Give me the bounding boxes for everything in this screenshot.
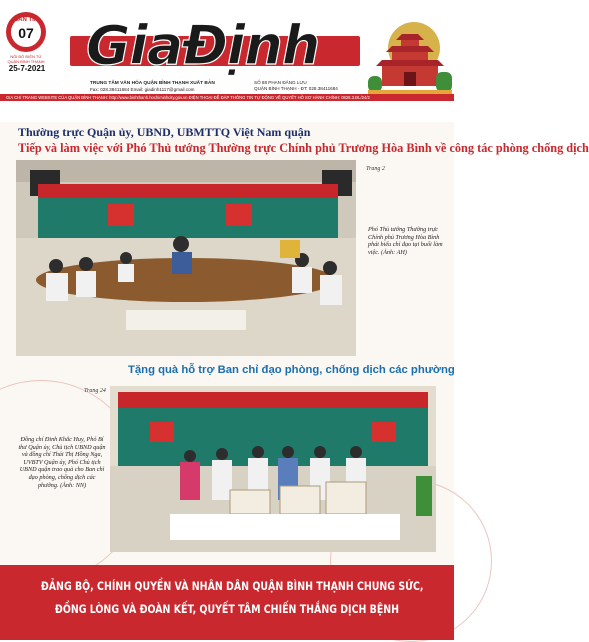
gift-scene (110, 386, 436, 552)
article2-page-ref: Trang 24 (84, 388, 106, 394)
pagoda-illustration (368, 10, 452, 100)
publisher-name: TRUNG TÂM VĂN HÓA QUẬN BÌNH THẠNH XUẤT BẢN (90, 81, 215, 86)
article1-headline: Tiếp và làm việc với Phó Thủ tướng Thường trực Chính phủ Trương Hòa Bình về công tác phòng chống dịch (18, 141, 589, 155)
article1-caption: Phó Thủ tướng Thường trực Chính phủ Trương Hòa Bình phát biểu chỉ đạo tại buổi làm việc. (Ảnh: AH) (368, 226, 443, 256)
article2-photo (110, 386, 436, 552)
publisher-contact: Fax: 028.38411684 Email: giadinh1117@gmail.com (90, 87, 195, 92)
gia-dinh-logo (52, 14, 367, 78)
masthead (0, 0, 454, 122)
logo-wordmark: GiaĐịnh (86, 14, 320, 77)
address-line-1: SỐ 88 PHAN ĐĂNG LƯU (254, 80, 307, 85)
meeting-scene (16, 160, 356, 356)
issue-number: 07 (18, 25, 34, 41)
address-info (254, 80, 338, 92)
article1-kicker: Thường trực Quận ủy, UBND, UBMTTQ Việt Nam quận (18, 125, 311, 139)
address-line-2: QUẬN BÌNH THẠNH - ĐT: 028.38411684 (254, 86, 338, 91)
publisher-info (90, 80, 215, 93)
article2-caption: Đồng chí Đinh Khắc Huy, Phó Bí thư Quận ủy, Chủ tịch UBND quận và đồng chí Thái Thị Hồng Nga, UVBTV Quận ủy, Phó Chủ tịch UBND quận trao quà cho Ban chỉ đạo phòng, chống dịch các phường. (Ảnh: NN) (18, 436, 106, 489)
article2-headline: Tặng quà hỗ trợ Ban chỉ đạo phòng, chống dịch các phường (128, 364, 455, 376)
issue-badge (4, 12, 48, 90)
article1-page-ref: Trang 2 (366, 166, 385, 172)
badge-label: BẢN TIN (13, 17, 39, 23)
article1-photo (16, 160, 356, 356)
badge-subtitle: NỘI BỘ ĐIỆN TỬ QUẬN BÌNH THẠNH (7, 54, 45, 64)
tagline: GIA CHỈ TRANG WEBSITE CỦA QUẬN BÌNH THẠNH: http://www.binhthanh.hochiminhcity.gov.vn ĐIỆN THOẠI ĐỂ ĐÁP THÔNG TIN TỰ ĐỘNG VỀ QUYẾT HỒ SƠ HÀNH CHÍNH: 0828.3.ĐL/24/2 (6, 95, 370, 100)
issue-date: 25-7-2021 (8, 64, 46, 73)
footer-slogan-line-1: ĐẢNG BỘ, CHÍNH QUYỀN VÀ NHÂN DÂN QUẬN BÌNH THẠNH CHUNG SỨC, (40, 579, 424, 593)
footer-slogan-line-2: ĐỒNG LÒNG VÀ ĐOÀN KẾT, QUYẾT TÂM CHIẾN THẮNG DỊCH BỆNH (54, 602, 400, 616)
